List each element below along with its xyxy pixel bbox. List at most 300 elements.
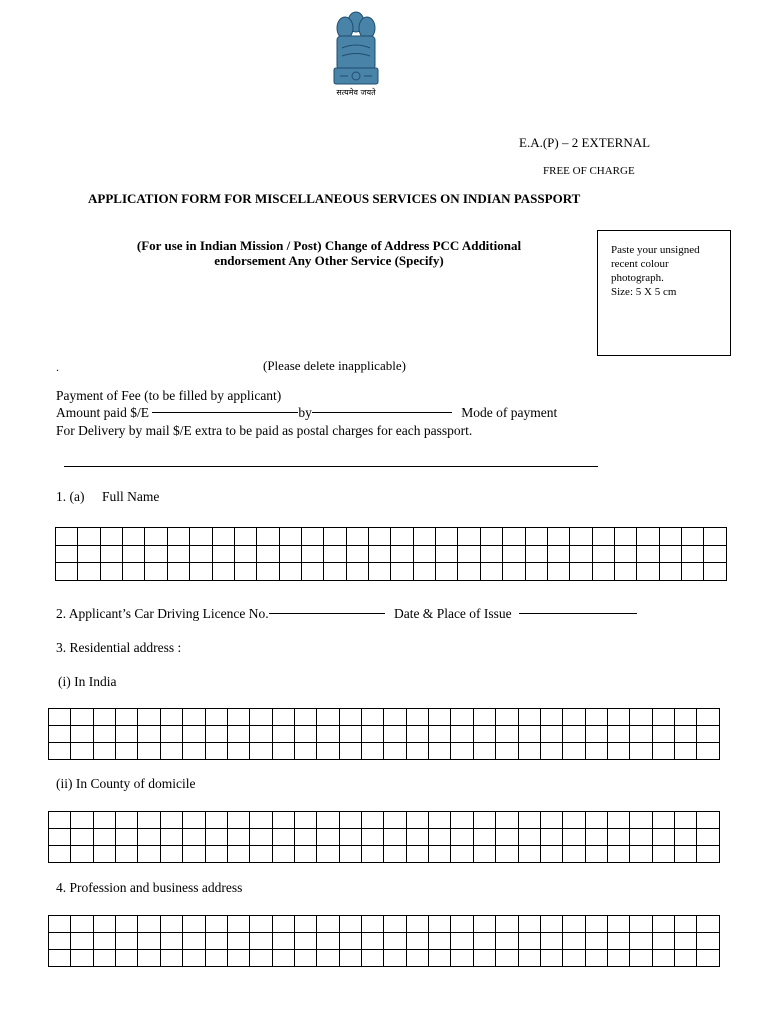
character-box[interactable]: [429, 743, 451, 760]
character-box[interactable]: [272, 743, 294, 760]
character-box[interactable]: [496, 812, 518, 829]
character-box[interactable]: [250, 829, 272, 846]
character-box[interactable]: [473, 709, 495, 726]
character-box[interactable]: [630, 709, 652, 726]
character-box[interactable]: [384, 846, 406, 863]
character-box[interactable]: [473, 726, 495, 743]
character-box[interactable]: [339, 726, 361, 743]
character-box[interactable]: [272, 916, 294, 933]
character-box[interactable]: [473, 829, 495, 846]
character-box[interactable]: [272, 829, 294, 846]
character-box[interactable]: [123, 528, 145, 546]
character-box[interactable]: [49, 709, 71, 726]
character-box[interactable]: [167, 563, 189, 581]
character-box[interactable]: [116, 933, 138, 950]
character-box[interactable]: [675, 846, 697, 863]
character-box[interactable]: [503, 545, 525, 563]
character-box[interactable]: [205, 846, 227, 863]
character-box[interactable]: [429, 812, 451, 829]
character-box[interactable]: [257, 545, 279, 563]
business-address-grid[interactable]: [48, 915, 720, 967]
character-box[interactable]: [190, 528, 212, 546]
character-box[interactable]: [518, 846, 540, 863]
character-box[interactable]: [279, 528, 301, 546]
character-box[interactable]: [123, 545, 145, 563]
character-box[interactable]: [49, 950, 71, 967]
character-box[interactable]: [272, 933, 294, 950]
character-box[interactable]: [429, 829, 451, 846]
character-box[interactable]: [697, 709, 720, 726]
character-box[interactable]: [592, 528, 614, 546]
character-box[interactable]: [49, 726, 71, 743]
character-box[interactable]: [167, 545, 189, 563]
character-box[interactable]: [630, 916, 652, 933]
character-box[interactable]: [167, 528, 189, 546]
character-box[interactable]: [116, 846, 138, 863]
character-box[interactable]: [630, 846, 652, 863]
character-box[interactable]: [272, 726, 294, 743]
character-box[interactable]: [496, 709, 518, 726]
character-box[interactable]: [369, 528, 391, 546]
character-box[interactable]: [145, 545, 167, 563]
character-box[interactable]: [384, 812, 406, 829]
character-box[interactable]: [234, 563, 256, 581]
character-box[interactable]: [362, 950, 384, 967]
character-box[interactable]: [451, 829, 473, 846]
character-box[interactable]: [317, 743, 339, 760]
character-box[interactable]: [391, 563, 413, 581]
character-box[interactable]: [525, 545, 547, 563]
character-box[interactable]: [71, 812, 93, 829]
character-box[interactable]: [697, 916, 720, 933]
character-box[interactable]: [682, 528, 704, 546]
character-box[interactable]: [503, 563, 525, 581]
character-box[interactable]: [607, 846, 629, 863]
character-box[interactable]: [138, 950, 160, 967]
character-box[interactable]: [71, 846, 93, 863]
character-box[interactable]: [652, 743, 674, 760]
character-box[interactable]: [78, 545, 100, 563]
character-box[interactable]: [607, 726, 629, 743]
character-box[interactable]: [406, 726, 428, 743]
character-box[interactable]: [675, 812, 697, 829]
character-box[interactable]: [570, 528, 592, 546]
character-box[interactable]: [384, 916, 406, 933]
character-box[interactable]: [227, 829, 249, 846]
character-box[interactable]: [458, 545, 480, 563]
character-box[interactable]: [294, 709, 316, 726]
character-box[interactable]: [630, 933, 652, 950]
character-box[interactable]: [49, 916, 71, 933]
character-box[interactable]: [160, 726, 182, 743]
character-box[interactable]: [339, 743, 361, 760]
character-box[interactable]: [413, 545, 435, 563]
character-box[interactable]: [563, 743, 585, 760]
character-box[interactable]: [675, 743, 697, 760]
character-box[interactable]: [56, 528, 78, 546]
character-box[interactable]: [339, 846, 361, 863]
character-box[interactable]: [652, 916, 674, 933]
character-box[interactable]: [458, 563, 480, 581]
character-box[interactable]: [675, 726, 697, 743]
character-box[interactable]: [697, 743, 720, 760]
character-box[interactable]: [675, 933, 697, 950]
character-box[interactable]: [518, 916, 540, 933]
character-box[interactable]: [250, 916, 272, 933]
character-box[interactable]: [563, 933, 585, 950]
character-box[interactable]: [496, 933, 518, 950]
character-box[interactable]: [607, 950, 629, 967]
character-box[interactable]: [704, 563, 727, 581]
character-box[interactable]: [675, 829, 697, 846]
character-box[interactable]: [480, 563, 502, 581]
character-box[interactable]: [212, 545, 234, 563]
character-box[interactable]: [49, 743, 71, 760]
character-box[interactable]: [138, 916, 160, 933]
character-box[interactable]: [346, 563, 368, 581]
character-box[interactable]: [384, 829, 406, 846]
character-box[interactable]: [362, 829, 384, 846]
character-box[interactable]: [93, 743, 115, 760]
character-box[interactable]: [384, 743, 406, 760]
character-box[interactable]: [49, 812, 71, 829]
character-box[interactable]: [675, 709, 697, 726]
character-box[interactable]: [93, 709, 115, 726]
character-box[interactable]: [339, 829, 361, 846]
character-box[interactable]: [71, 743, 93, 760]
character-box[interactable]: [362, 709, 384, 726]
character-box[interactable]: [675, 916, 697, 933]
character-box[interactable]: [406, 709, 428, 726]
character-box[interactable]: [540, 829, 562, 846]
character-box[interactable]: [630, 829, 652, 846]
character-box[interactable]: [451, 743, 473, 760]
character-box[interactable]: [100, 563, 122, 581]
character-box[interactable]: [391, 545, 413, 563]
character-box[interactable]: [190, 545, 212, 563]
character-box[interactable]: [93, 916, 115, 933]
character-box[interactable]: [301, 528, 323, 546]
character-box[interactable]: [362, 743, 384, 760]
character-box[interactable]: [585, 709, 607, 726]
character-box[interactable]: [123, 563, 145, 581]
character-box[interactable]: [659, 528, 681, 546]
character-box[interactable]: [294, 950, 316, 967]
character-box[interactable]: [272, 846, 294, 863]
character-box[interactable]: [100, 545, 122, 563]
character-box[interactable]: [451, 726, 473, 743]
character-box[interactable]: [496, 743, 518, 760]
character-box[interactable]: [362, 916, 384, 933]
character-box[interactable]: [384, 933, 406, 950]
character-box[interactable]: [451, 846, 473, 863]
character-box[interactable]: [183, 726, 205, 743]
character-box[interactable]: [585, 933, 607, 950]
character-box[interactable]: [436, 528, 458, 546]
character-box[interactable]: [540, 950, 562, 967]
character-box[interactable]: [138, 709, 160, 726]
character-box[interactable]: [294, 846, 316, 863]
character-box[interactable]: [704, 545, 727, 563]
character-box[interactable]: [614, 563, 636, 581]
character-box[interactable]: [585, 950, 607, 967]
character-box[interactable]: [272, 950, 294, 967]
character-box[interactable]: [362, 812, 384, 829]
character-box[interactable]: [585, 726, 607, 743]
character-box[interactable]: [675, 950, 697, 967]
character-box[interactable]: [362, 933, 384, 950]
character-box[interactable]: [324, 528, 346, 546]
character-box[interactable]: [518, 812, 540, 829]
character-box[interactable]: [145, 528, 167, 546]
character-box[interactable]: [272, 709, 294, 726]
character-box[interactable]: [436, 563, 458, 581]
character-box[interactable]: [563, 812, 585, 829]
character-box[interactable]: [697, 812, 720, 829]
character-box[interactable]: [429, 933, 451, 950]
character-box[interactable]: [607, 916, 629, 933]
character-box[interactable]: [234, 545, 256, 563]
character-box[interactable]: [294, 812, 316, 829]
character-box[interactable]: [592, 545, 614, 563]
character-box[interactable]: [93, 846, 115, 863]
character-box[interactable]: [406, 846, 428, 863]
character-box[interactable]: [212, 528, 234, 546]
character-box[interactable]: [652, 709, 674, 726]
character-box[interactable]: [496, 846, 518, 863]
character-box[interactable]: [294, 829, 316, 846]
character-box[interactable]: [116, 743, 138, 760]
character-box[interactable]: [227, 916, 249, 933]
character-box[interactable]: [480, 545, 502, 563]
character-box[interactable]: [525, 528, 547, 546]
character-box[interactable]: [145, 563, 167, 581]
character-box[interactable]: [294, 743, 316, 760]
character-box[interactable]: [614, 528, 636, 546]
full-name-grid[interactable]: [55, 527, 727, 581]
character-box[interactable]: [451, 916, 473, 933]
character-box[interactable]: [116, 916, 138, 933]
character-box[interactable]: [652, 812, 674, 829]
character-box[interactable]: [652, 933, 674, 950]
character-box[interactable]: [138, 743, 160, 760]
character-box[interactable]: [607, 933, 629, 950]
character-box[interactable]: [607, 829, 629, 846]
character-box[interactable]: [413, 563, 435, 581]
character-box[interactable]: [93, 812, 115, 829]
character-box[interactable]: [480, 528, 502, 546]
character-box[interactable]: [71, 829, 93, 846]
character-box[interactable]: [234, 528, 256, 546]
character-box[interactable]: [317, 812, 339, 829]
character-box[interactable]: [436, 545, 458, 563]
character-box[interactable]: [607, 709, 629, 726]
character-box[interactable]: [205, 812, 227, 829]
character-box[interactable]: [183, 950, 205, 967]
character-box[interactable]: [384, 950, 406, 967]
character-box[interactable]: [652, 726, 674, 743]
character-box[interactable]: [503, 528, 525, 546]
character-box[interactable]: [339, 950, 361, 967]
character-box[interactable]: [540, 812, 562, 829]
character-box[interactable]: [630, 726, 652, 743]
character-box[interactable]: [682, 545, 704, 563]
character-box[interactable]: [518, 829, 540, 846]
character-box[interactable]: [563, 916, 585, 933]
address-india-grid[interactable]: [48, 708, 720, 760]
character-box[interactable]: [540, 709, 562, 726]
character-box[interactable]: [116, 812, 138, 829]
character-box[interactable]: [659, 545, 681, 563]
character-box[interactable]: [205, 726, 227, 743]
character-box[interactable]: [250, 933, 272, 950]
character-box[interactable]: [250, 709, 272, 726]
character-box[interactable]: [473, 916, 495, 933]
character-box[interactable]: [369, 545, 391, 563]
character-box[interactable]: [704, 528, 727, 546]
character-box[interactable]: [160, 916, 182, 933]
character-box[interactable]: [317, 846, 339, 863]
character-box[interactable]: [250, 812, 272, 829]
amount-paid-field[interactable]: [152, 412, 298, 413]
character-box[interactable]: [183, 812, 205, 829]
character-box[interactable]: [406, 933, 428, 950]
character-box[interactable]: [637, 528, 659, 546]
character-box[interactable]: [93, 829, 115, 846]
character-box[interactable]: [116, 829, 138, 846]
character-box[interactable]: [473, 812, 495, 829]
character-box[interactable]: [190, 563, 212, 581]
licence-number-field[interactable]: [269, 613, 385, 614]
character-box[interactable]: [630, 950, 652, 967]
character-box[interactable]: [540, 916, 562, 933]
character-box[interactable]: [205, 950, 227, 967]
character-box[interactable]: [227, 950, 249, 967]
character-box[interactable]: [614, 545, 636, 563]
character-box[interactable]: [429, 916, 451, 933]
character-box[interactable]: [56, 545, 78, 563]
character-box[interactable]: [227, 743, 249, 760]
character-box[interactable]: [317, 829, 339, 846]
character-box[interactable]: [585, 916, 607, 933]
paid-by-field[interactable]: [312, 412, 452, 413]
character-box[interactable]: [406, 950, 428, 967]
character-box[interactable]: [652, 846, 674, 863]
character-box[interactable]: [279, 545, 301, 563]
character-box[interactable]: [183, 933, 205, 950]
character-box[interactable]: [339, 916, 361, 933]
character-box[interactable]: [592, 563, 614, 581]
character-box[interactable]: [71, 916, 93, 933]
character-box[interactable]: [547, 528, 569, 546]
character-box[interactable]: [570, 545, 592, 563]
character-box[interactable]: [227, 846, 249, 863]
character-box[interactable]: [324, 545, 346, 563]
character-box[interactable]: [205, 829, 227, 846]
character-box[interactable]: [697, 829, 720, 846]
character-box[interactable]: [563, 846, 585, 863]
character-box[interactable]: [413, 528, 435, 546]
character-box[interactable]: [294, 916, 316, 933]
character-box[interactable]: [138, 933, 160, 950]
character-box[interactable]: [391, 528, 413, 546]
character-box[interactable]: [369, 563, 391, 581]
character-box[interactable]: [339, 933, 361, 950]
character-box[interactable]: [250, 846, 272, 863]
character-box[interactable]: [205, 933, 227, 950]
character-box[interactable]: [339, 709, 361, 726]
character-box[interactable]: [540, 726, 562, 743]
character-box[interactable]: [458, 528, 480, 546]
character-box[interactable]: [697, 846, 720, 863]
character-box[interactable]: [697, 933, 720, 950]
character-box[interactable]: [56, 563, 78, 581]
character-box[interactable]: [540, 743, 562, 760]
character-box[interactable]: [429, 846, 451, 863]
character-box[interactable]: [227, 726, 249, 743]
character-box[interactable]: [272, 812, 294, 829]
character-box[interactable]: [473, 950, 495, 967]
character-box[interactable]: [547, 563, 569, 581]
character-box[interactable]: [585, 829, 607, 846]
character-box[interactable]: [518, 743, 540, 760]
character-box[interactable]: [563, 950, 585, 967]
character-box[interactable]: [473, 846, 495, 863]
character-box[interactable]: [406, 812, 428, 829]
character-box[interactable]: [183, 846, 205, 863]
character-box[interactable]: [429, 709, 451, 726]
character-box[interactable]: [339, 812, 361, 829]
character-box[interactable]: [518, 933, 540, 950]
character-box[interactable]: [183, 743, 205, 760]
character-box[interactable]: [451, 933, 473, 950]
character-box[interactable]: [637, 563, 659, 581]
character-box[interactable]: [518, 950, 540, 967]
character-box[interactable]: [451, 709, 473, 726]
character-box[interactable]: [138, 829, 160, 846]
character-box[interactable]: [697, 950, 720, 967]
character-box[interactable]: [473, 933, 495, 950]
character-box[interactable]: [496, 829, 518, 846]
character-box[interactable]: [451, 950, 473, 967]
character-box[interactable]: [451, 812, 473, 829]
character-box[interactable]: [607, 812, 629, 829]
character-box[interactable]: [659, 563, 681, 581]
character-box[interactable]: [160, 709, 182, 726]
character-box[interactable]: [116, 709, 138, 726]
character-box[interactable]: [160, 950, 182, 967]
character-box[interactable]: [496, 726, 518, 743]
character-box[interactable]: [637, 545, 659, 563]
character-box[interactable]: [183, 916, 205, 933]
character-box[interactable]: [160, 933, 182, 950]
character-box[interactable]: [227, 812, 249, 829]
character-box[interactable]: [630, 743, 652, 760]
character-box[interactable]: [362, 846, 384, 863]
photo-box[interactable]: [597, 230, 731, 356]
character-box[interactable]: [682, 563, 704, 581]
character-box[interactable]: [346, 528, 368, 546]
character-box[interactable]: [49, 846, 71, 863]
character-box[interactable]: [496, 950, 518, 967]
character-box[interactable]: [697, 726, 720, 743]
character-box[interactable]: [540, 846, 562, 863]
character-box[interactable]: [227, 709, 249, 726]
character-box[interactable]: [384, 709, 406, 726]
character-box[interactable]: [116, 950, 138, 967]
character-box[interactable]: [362, 726, 384, 743]
character-box[interactable]: [294, 933, 316, 950]
